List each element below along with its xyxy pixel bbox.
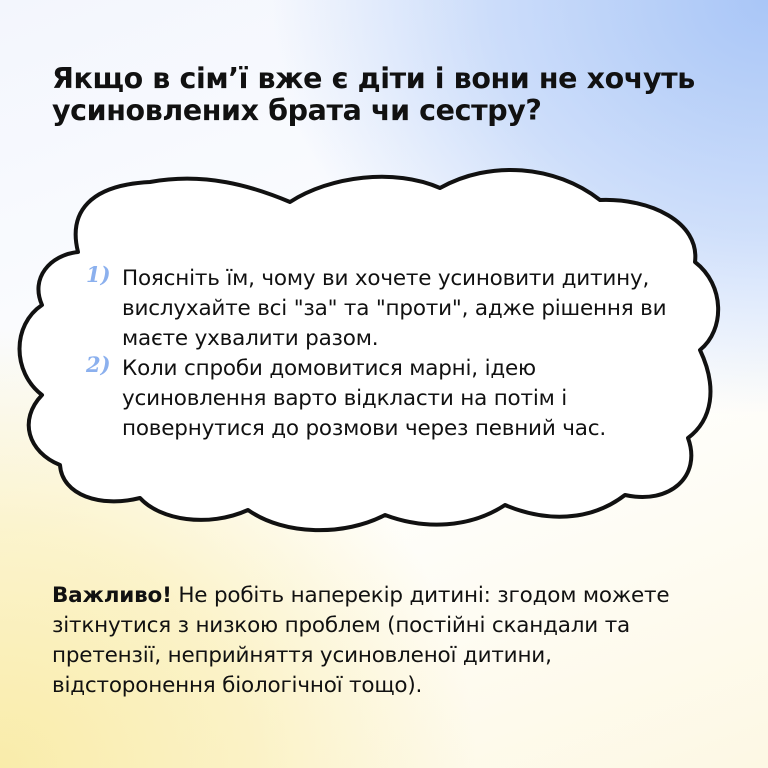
tip-text: Поясніть їм, чому ви хочете усиновити дитину, вислухайте всі "за" та "проти", адже рішення ви маєте ухвалити разом.: [122, 266, 667, 351]
tips-list: [86, 264, 686, 444]
tip-number: 1): [86, 262, 111, 287]
important-note: [52, 581, 692, 701]
important-label: Важливо!: [52, 583, 172, 608]
tip-text: Коли спроби домовитися марні, ідею усиновлення варто відкласти на потім і повернутися до розмови через певний час.: [122, 356, 606, 441]
page-title: Якщо в сім’ї вже є діти і вони не хочуть усиновлених брата чи сестру?: [52, 62, 695, 127]
tip-number: 2): [86, 352, 111, 377]
list-item: [86, 354, 686, 444]
important-text: Не робіть наперекір дитині: згодом можете зіткнутися з низкою проблем (постійні скандали та претензії, неприйняття усиновленої дитини, відсторонення біологічної тощо).: [52, 583, 670, 698]
list-item: [86, 264, 686, 354]
